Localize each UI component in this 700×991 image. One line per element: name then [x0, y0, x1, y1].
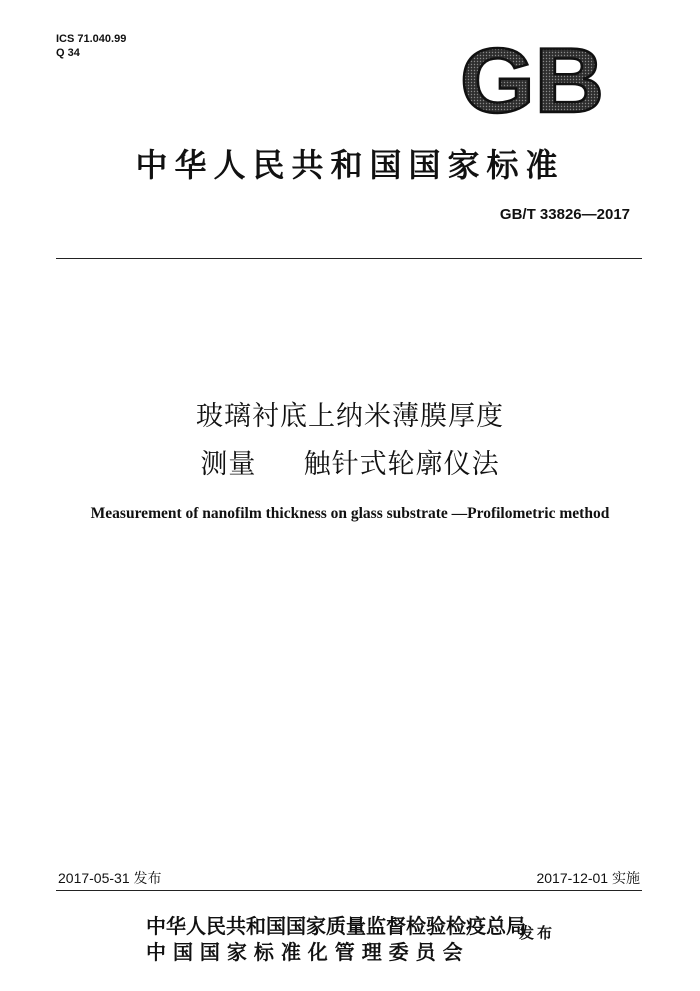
- issuer-line-1: 中华人民共和国国家质量监督检验检疫总局: [146, 914, 526, 938]
- classification-codes: [56, 32, 126, 60]
- issuer-line-2: 中 国 国 家 标 准 化 管 理 委 员 会: [146, 940, 463, 964]
- chinese-title-line-2-part-2: 触针式轮廓仪法: [303, 449, 500, 480]
- gb-logo: [458, 42, 606, 118]
- national-standard-title: 中华人民共和国国家标准: [135, 146, 565, 184]
- publish-date: 2017-05-31 发布: [58, 870, 162, 886]
- implement-date: 2017-12-01 实施: [536, 870, 640, 886]
- chinese-title-line-1: 玻璃衬底上纳米薄膜厚度: [196, 401, 504, 432]
- chinese-title-line-2: [0, 442, 700, 481]
- english-title: Measurement of nanofilm thickness on glass substrate —Profilometric method: [90, 505, 610, 522]
- standard-number: GB/T 33826—2017: [499, 206, 630, 223]
- header-divider: [56, 258, 642, 259]
- ccs-code: Q 34: [56, 47, 80, 59]
- footer-divider: [56, 890, 642, 891]
- gb-logo-text: GB: [460, 42, 604, 118]
- issue-label: 发布: [519, 924, 556, 942]
- chinese-title-line-2-part-1: 测量: [200, 449, 257, 480]
- ics-code: ICS 71.040.99: [56, 33, 127, 45]
